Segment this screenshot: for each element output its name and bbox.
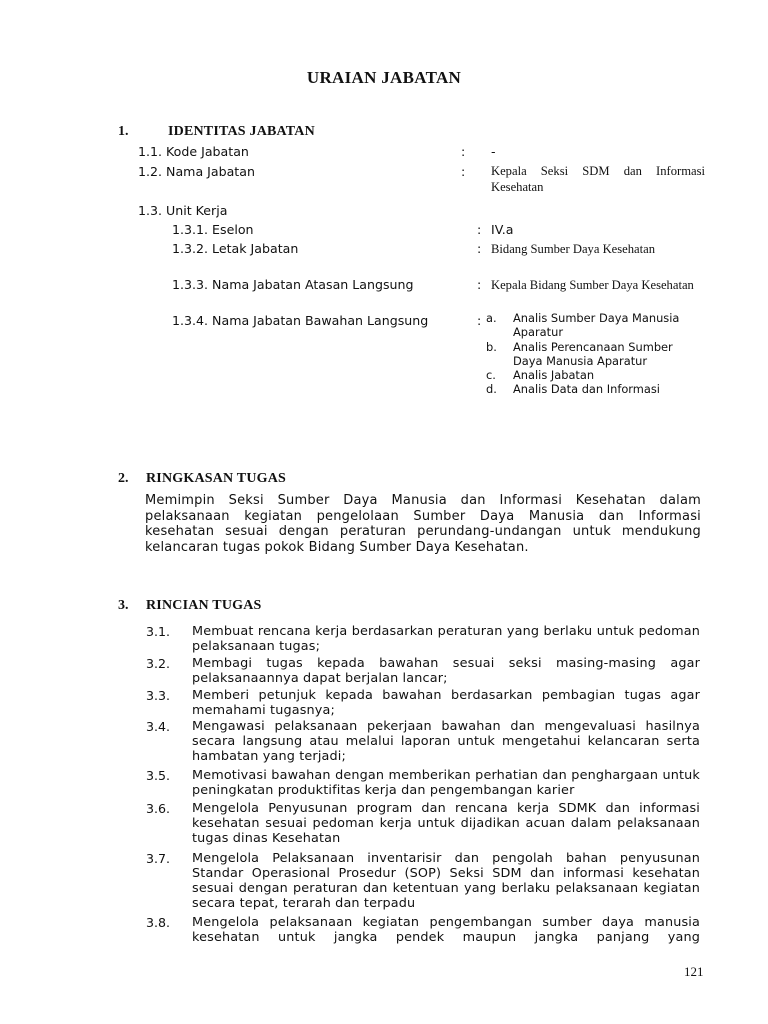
atasan-langsung-colon: :	[477, 277, 482, 292]
section-1-title: IDENTITAS JABATAN	[168, 124, 315, 139]
section-2-number: 2.	[118, 471, 129, 486]
kode-jabatan-label: 1.1. Kode Jabatan	[138, 144, 249, 159]
task-text: Mengelola pelaksanaan kegiatan pengembangan sumber daya manusia kesehatan untuk jangka pendek maupun jangka panjang yang	[192, 915, 700, 945]
letak-jabatan-colon: :	[477, 241, 482, 256]
letak-jabatan-label: 1.3.2. Letak Jabatan	[172, 241, 299, 256]
section-3-title: RINCIAN TUGAS	[146, 598, 262, 613]
task-number: 3.4.	[146, 719, 171, 734]
atasan-langsung-label: 1.3.3. Nama Jabatan Atasan Langsung	[172, 277, 414, 292]
section-1-number: 1.	[118, 124, 129, 139]
task-number: 3.6.	[146, 801, 171, 816]
letak-jabatan-value: Bidang Sumber Daya Kesehatan	[491, 242, 656, 256]
task-text: Membagi tugas kepada bawahan sesuai seksi masing-masing agar pelaksanaannya dapat berjalan lancar;	[192, 656, 700, 686]
task-number: 3.2.	[146, 656, 171, 671]
eselon-colon: :	[477, 222, 482, 237]
nama-jabatan-label: 1.2. Nama Jabatan	[138, 164, 255, 179]
document-title: URAIAN JABATAN	[306, 68, 462, 87]
subordinate-letter: a.	[486, 311, 497, 325]
subordinate-item: Analis Sumber Daya Manusia Aparatur	[513, 311, 680, 339]
subordinate-item: Analis Data dan Informasi	[513, 382, 660, 396]
section-2-title: RINGKASAN TUGAS	[146, 471, 287, 486]
eselon-label: 1.3.1. Eselon	[172, 222, 254, 237]
bawahan-langsung-label: 1.3.4. Nama Jabatan Bawahan Langsung	[172, 313, 429, 328]
task-number: 3.8.	[146, 915, 171, 930]
task-text: Mengelola Pelaksanaan inventarisir dan pengolah bahan penyusunan Standar Operasional Prosedur (SOP) Seksi SDM dan informasi kesehatan sesuai dengan peraturan dan ketentuan yang berlaku pelaksanaan kegiatan secara tepat, terarah dan terpadu	[192, 851, 700, 911]
nama-jabatan-value: Kepala Seksi SDM dan Informasi Kesehatan	[491, 164, 705, 194]
task-number: 3.5.	[146, 768, 171, 783]
task-number: 3.1.	[146, 624, 171, 639]
page-number: 121	[684, 964, 704, 979]
unit-kerja-label: 1.3. Unit Kerja	[138, 203, 228, 218]
nama-jabatan-colon: :	[461, 164, 466, 179]
eselon-value: IV.a	[491, 222, 514, 237]
subordinate-item: Analis Jabatan	[513, 368, 595, 382]
task-number: 3.7.	[146, 851, 171, 866]
subordinate-letter: c.	[486, 368, 496, 382]
atasan-langsung-value: Kepala Bidang Sumber Daya Kesehatan	[491, 278, 694, 292]
task-text: Mengawasi pelaksanaan pekerjaan bawahan dan mengevaluasi hasilnya secara langsung atau melalui laporan untuk mengetahui kelancaran serta hambatan yang terjadi;	[192, 719, 700, 764]
kode-jabatan-value: -	[491, 144, 496, 159]
task-text: Memotivasi bawahan dengan memberikan perhatian dan penghargaan untuk peningkatan produktifitas kerja dan pengembangan karier	[192, 768, 700, 798]
subordinate-letter: b.	[486, 340, 497, 354]
ringkasan-tugas-text: Memimpin Seksi Sumber Daya Manusia dan Informasi Kesehatan dalam pelaksanaan kegiatan pengelolaan Sumber Daya Manusia dan Informasi kesehatan sesuai dengan peraturan perundang-undangan untuk mendukung kelancaran tugas pokok Bidang Sumber Daya Kesehatan.	[145, 493, 701, 555]
task-text: Membuat rencana kerja berdasarkan peraturan yang berlaku untuk pedoman pelaksanaan tugas;	[192, 624, 700, 654]
subordinate-item: Analis Perencanaan Sumber Daya Manusia Aparatur	[513, 340, 673, 368]
subordinate-letter: d.	[486, 382, 497, 396]
bawahan-langsung-colon: :	[477, 313, 482, 328]
task-text: Mengelola Penyusunan program dan rencana kerja SDMK dan informasi kesehatan sesuai pedoman kerja untuk dijadikan acuan dalam pelaksanaan tugas dinas Kesehatan	[192, 801, 700, 846]
section-3-number: 3.	[118, 598, 129, 613]
task-number: 3.3.	[146, 688, 171, 703]
task-text: Memberi petunjuk kepada bawahan berdasarkan pembagian tugas agar memahami tugasnya;	[192, 688, 700, 718]
kode-jabatan-colon: :	[461, 144, 466, 159]
